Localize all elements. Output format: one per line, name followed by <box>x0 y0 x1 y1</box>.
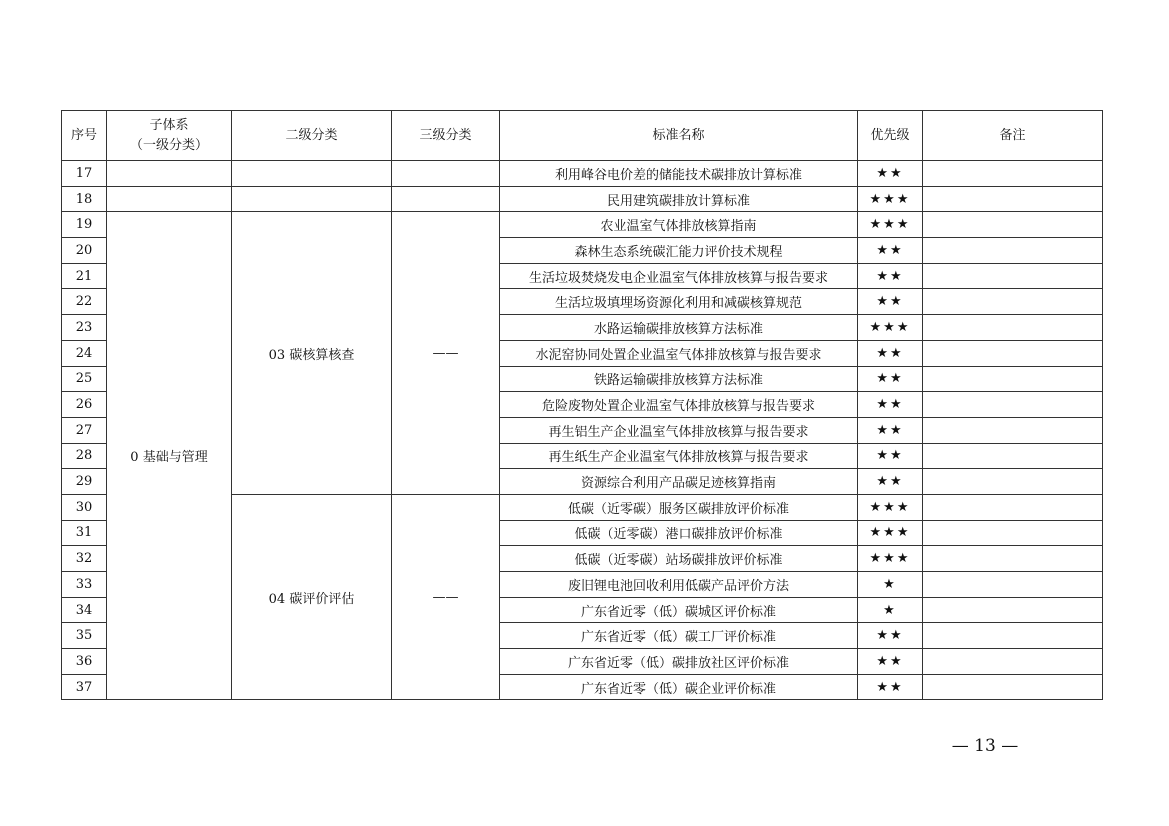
row-priority: ★★★ <box>858 315 923 341</box>
level3-dash-cell: —— <box>392 494 500 700</box>
row-remark <box>923 263 1103 289</box>
row-seq: 22 <box>62 289 107 315</box>
subsystem-cell-empty <box>107 186 232 212</box>
row-name: 农业温室气体排放核算指南 <box>500 212 858 238</box>
header-row <box>62 111 1103 161</box>
row-name: 广东省近零（低）碳城区评价标准 <box>500 597 858 623</box>
row-remark <box>923 572 1103 598</box>
row-priority: ★★ <box>858 392 923 418</box>
row-remark <box>923 238 1103 264</box>
row-priority: ★★ <box>858 469 923 495</box>
row-priority: ★★ <box>858 623 923 649</box>
row-priority: ★★ <box>858 340 923 366</box>
table-row <box>62 186 1103 212</box>
row-remark <box>923 340 1103 366</box>
row-seq: 26 <box>62 392 107 418</box>
row-seq: 33 <box>62 572 107 598</box>
row-priority: ★★ <box>858 238 923 264</box>
row-name: 森林生态系统碳汇能力评价技术规程 <box>500 238 858 264</box>
row-seq: 37 <box>62 674 107 700</box>
row-remark <box>923 417 1103 443</box>
header-level3: 三级分类 <box>392 111 500 161</box>
level2-cell-empty <box>232 161 392 187</box>
level3-dash-cell: —— <box>392 212 500 495</box>
row-name: 低碳（近零碳）服务区碳排放评价标准 <box>500 494 858 520</box>
row-name: 广东省近零（低）碳企业评价标准 <box>500 674 858 700</box>
row-priority: ★★★ <box>858 494 923 520</box>
row-name: 低碳（近零碳）港口碳排放评价标准 <box>500 520 858 546</box>
row-remark <box>923 161 1103 187</box>
row-name: 广东省近零（低）碳工厂评价标准 <box>500 623 858 649</box>
row-seq: 32 <box>62 546 107 572</box>
level3-cell-empty <box>392 186 500 212</box>
subsystem-cell-empty <box>107 161 232 187</box>
row-remark <box>923 366 1103 392</box>
row-remark <box>923 597 1103 623</box>
row-remark <box>923 315 1103 341</box>
row-seq: 29 <box>62 469 107 495</box>
header-name: 标准名称 <box>500 111 858 161</box>
row-priority: ★★ <box>858 417 923 443</box>
row-name: 水路运输碳排放核算方法标准 <box>500 315 858 341</box>
row-priority: ★★ <box>858 443 923 469</box>
row-priority: ★★★ <box>858 520 923 546</box>
header-subsystem-sublabel: （一级分类） <box>129 137 208 153</box>
header-level2: 二级分类 <box>232 111 392 161</box>
row-remark <box>923 546 1103 572</box>
standards-table <box>61 110 1103 700</box>
row-remark <box>923 443 1103 469</box>
row-priority: ★★ <box>858 649 923 675</box>
row-priority: ★★ <box>858 161 923 187</box>
row-remark <box>923 494 1103 520</box>
row-seq: 28 <box>62 443 107 469</box>
level2-accounting-cell: 03 碳核算核查 <box>232 212 392 495</box>
level3-cell-empty <box>392 161 500 187</box>
row-name: 废旧锂电池回收利用低碳产品评价方法 <box>500 572 858 598</box>
row-name: 广东省近零（低）碳排放社区评价标准 <box>500 649 858 675</box>
row-priority: ★★★ <box>858 186 923 212</box>
row-seq: 17 <box>62 161 107 187</box>
header-seq: 序号 <box>62 111 107 161</box>
row-remark <box>923 469 1103 495</box>
row-name: 再生铝生产企业温室气体排放核算与报告要求 <box>500 417 858 443</box>
row-remark <box>923 649 1103 675</box>
row-remark <box>923 520 1103 546</box>
row-remark <box>923 674 1103 700</box>
row-seq: 25 <box>62 366 107 392</box>
row-priority: ★★ <box>858 366 923 392</box>
row-name: 民用建筑碳排放计算标准 <box>500 186 858 212</box>
table-row <box>62 161 1103 187</box>
row-name: 资源综合利用产品碳足迹核算指南 <box>500 469 858 495</box>
row-seq: 34 <box>62 597 107 623</box>
row-priority: ★★★ <box>858 546 923 572</box>
row-seq: 21 <box>62 263 107 289</box>
row-seq: 19 <box>62 212 107 238</box>
row-remark <box>923 623 1103 649</box>
header-subsystem <box>107 111 232 161</box>
row-remark <box>923 212 1103 238</box>
header-remark: 备注 <box>923 111 1103 161</box>
row-name: 利用峰谷电价差的储能技术碳排放计算标准 <box>500 161 858 187</box>
row-seq: 31 <box>62 520 107 546</box>
row-remark <box>923 392 1103 418</box>
row-seq: 23 <box>62 315 107 341</box>
row-priority: ★ <box>858 597 923 623</box>
row-name: 再生纸生产企业温室气体排放核算与报告要求 <box>500 443 858 469</box>
row-seq: 27 <box>62 417 107 443</box>
row-priority: ★★★ <box>858 212 923 238</box>
row-seq: 30 <box>62 494 107 520</box>
row-name: 铁路运输碳排放核算方法标准 <box>500 366 858 392</box>
row-priority: ★★ <box>858 263 923 289</box>
row-name: 低碳（近零碳）站场碳排放评价标准 <box>500 546 858 572</box>
row-name: 生活垃圾焚烧发电企业温室气体排放核算与报告要求 <box>500 263 858 289</box>
row-remark <box>923 289 1103 315</box>
row-priority: ★★ <box>858 289 923 315</box>
level2-cell-empty <box>232 186 392 212</box>
level2-evaluation-cell: 04 碳评价评估 <box>232 494 392 700</box>
row-seq: 20 <box>62 238 107 264</box>
row-seq: 18 <box>62 186 107 212</box>
header-subsystem-label: 子体系 <box>149 117 189 133</box>
row-seq: 36 <box>62 649 107 675</box>
row-name: 水泥窑协同处置企业温室气体排放核算与报告要求 <box>500 340 858 366</box>
row-seq: 35 <box>62 623 107 649</box>
row-seq: 24 <box>62 340 107 366</box>
row-priority: ★★ <box>858 674 923 700</box>
subsystem-group-cell: 0 基础与管理 <box>107 212 232 700</box>
row-name: 生活垃圾填埋场资源化利用和减碳核算规范 <box>500 289 858 315</box>
header-priority: 优先级 <box>858 111 923 161</box>
page-number: — 13 — <box>951 736 1019 756</box>
row-remark <box>923 186 1103 212</box>
table-row <box>62 212 1103 238</box>
row-name: 危险废物处置企业温室气体排放核算与报告要求 <box>500 392 858 418</box>
row-priority: ★ <box>858 572 923 598</box>
